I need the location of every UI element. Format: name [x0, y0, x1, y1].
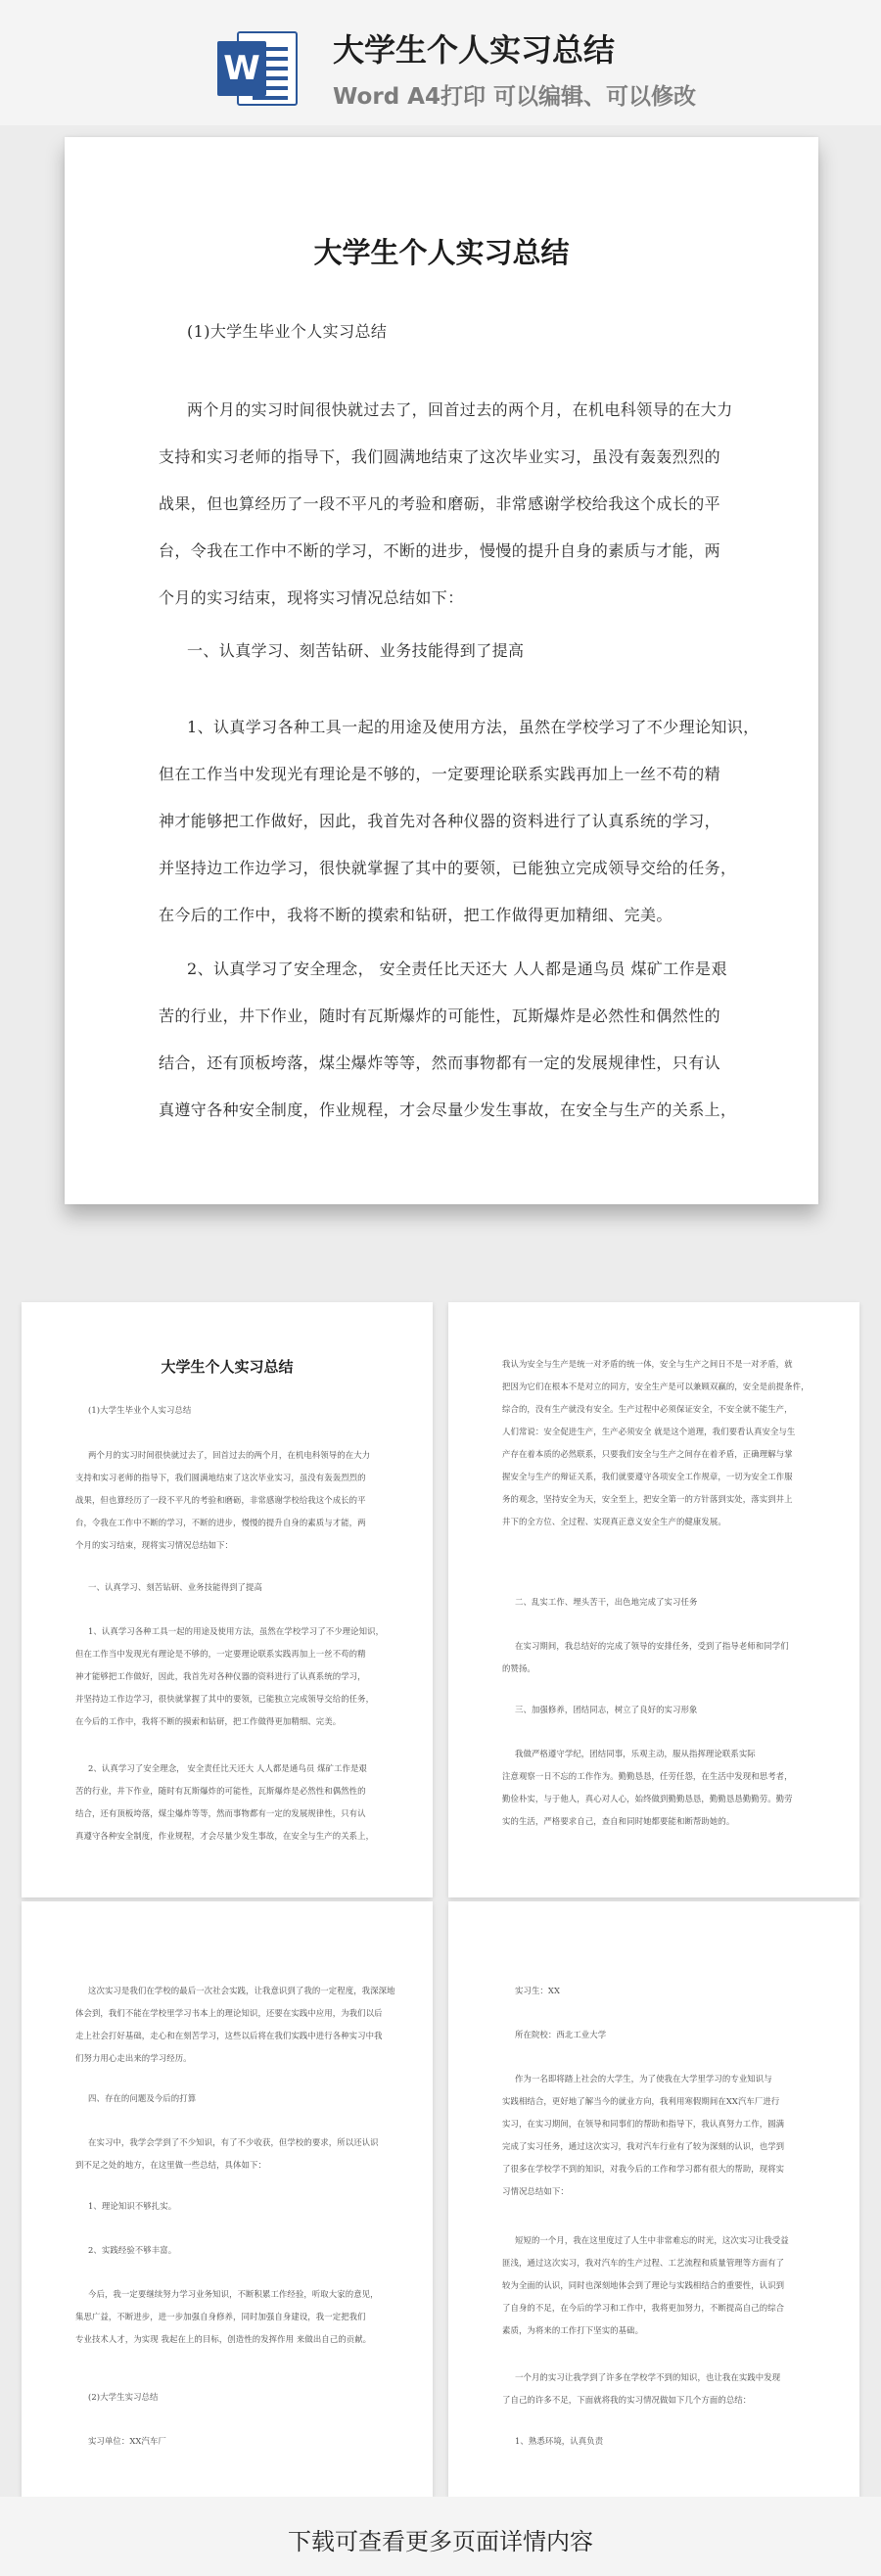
thumbnail-line: 了很多在学校学不到的知识，对我今后的工作和学习都有很大的帮助，现将实: [502, 2164, 785, 2174]
thumbnail-line: 战果，但也算经历了一段不平凡的考验和磨砺，非常感谢学校给我这个成长的平: [75, 1495, 366, 1505]
page-thumbnail-2: [448, 1302, 859, 1897]
thumbnail-line: 匪浅，通过这次实习，我对汽车的生产过程、工艺流程和质量管理等方面有了: [502, 2258, 785, 2268]
thumbnail-line: 今后，我一定要继续努力学习业务知识，不断积累工作经验，听取大家的意见，: [88, 2289, 379, 2299]
thumbnail-line: 习情况总结如下：: [502, 2186, 569, 2196]
thumbnail-line: 但在工作当中发现光有理论是不够的，一定要理论联系实践再加上一丝不苟的精: [75, 1649, 366, 1659]
download-more-link[interactable]: 下载可查看更多页面详情内容: [288, 2528, 593, 2555]
thumbnail-line: 我认为安全与生产是统一对矛盾的统一体，安全与生产之间日不是一对矛盾，就: [502, 1359, 793, 1369]
thumbnail-line: 注意观察一日不忘的工作作为。勤勤恳恳，任劳任怨，在生活中发现和思考者，: [502, 1771, 793, 1781]
thumbnail-line: 专业技术人才，为实现 我起在上的目标，创造性的发挥作用 来做出自己的贡献。: [75, 2334, 372, 2344]
thumbnail-line: 完成了实习任务，通过这次实习，我对汽车行业有了较为深刻的认识，也学到: [502, 2141, 785, 2151]
thumbnail-line: 了自己的许多不足，下面就将我的实习情况做如下几个方面的总结：: [502, 2395, 752, 2405]
paragraph-line: 2、认真学习了安全理念， 安全责任比天还大 人人都是通鸟员 煤矿工作是艰: [187, 960, 727, 978]
paragraph-line: 结合，还有顶板垮落，煤尘爆炸等等，然而事物都有一定的发展规律性，只有认: [159, 1054, 721, 1072]
paragraph-line: 1、认真学习各种工具一起的用途及使用方法，虽然在学校学习了不少理论知识，: [187, 718, 760, 736]
section-heading: 一、认真学习、刻苦钻研、业务技能得到了提高: [187, 641, 525, 660]
thumbnail-line: 1、理论知识不够扎实。: [88, 2201, 177, 2211]
thumbnail-line: 并坚持边工作边学习，很快就掌握了其中的要领，已能独立完成领导交给的任务，: [75, 1694, 375, 1704]
thumbnail-line: 四、存在的问题及今后的打算: [88, 2093, 197, 2103]
paragraph-line: 个月的实习结束，现将实习情况总结如下：: [159, 588, 464, 607]
thumbnail-line: 作为一名即将踏上社会的大学生，为了使我在大学里学习的专业知识与: [515, 2074, 772, 2084]
paragraph-line: 并坚持边工作边学习，很快就掌握了其中的要领，已能独立完成领导交给的任务，: [159, 859, 737, 877]
thumbnail-line: 1、认真学习各种工具一起的用途及使用方法，虽然在学校学习了不少理论知识，: [88, 1626, 385, 1636]
thumbnail-line: 苦的行业，井下作业，随时有瓦斯爆炸的可能性，瓦斯爆炸是必然性和偶然性的: [75, 1786, 366, 1796]
thumbnail-line: 人们常说：安全促进生产，生产必须安全 就是这个道理，我们要看认真安全与生: [502, 1427, 796, 1436]
thumbnail-line: 素质，为将来的工作打下坚实的基础。: [502, 2325, 644, 2335]
page-thumbnail-3: [22, 1901, 433, 2497]
thumbnail-line: 综合的，没有生产就没有安全。生产过程中必须保证安全，不安全就不能生产，: [502, 1404, 793, 1414]
thumbnail-line: 产存在着本质的必然联系，只要我们安全与生产之间存在着矛盾，正确理解与掌: [502, 1449, 793, 1459]
thumbnail-line: 真遵守各种安全制度，作业规程，才会尽量少发生事故，在安全与生产的关系上，: [75, 1831, 375, 1841]
header-subtitle: Word A4打印 可以编辑、可以修改: [333, 84, 696, 110]
paragraph-line: 神才能够把工作做好，因此，我首先对各种仪器的资料进行了认真系统的学习，: [159, 812, 721, 830]
thumbnail-line: 一个月的实习让我学到了许多在学校学不到的知识，也让我在实践中发现: [515, 2372, 781, 2382]
thumbnail-line: 在实习期间，我总结好的完成了领导的安排任务，受到了指导老师和同学们: [515, 1641, 789, 1651]
thumbnail-line: 实习生：XX: [515, 1986, 561, 1995]
thumbnail-line: 实践相结合，更好地了解当今的就业方向，我利用寒假期间在XX汽车厂进行: [502, 2096, 780, 2106]
paragraph-line: 战果，但也算经历了一段不平凡的考验和磨砺，非常感谢学校给我这个成长的平: [159, 494, 721, 513]
thumbnail-line: 务的观念，坚持安全为天，安全至上，把安全第一的方针落到实处，落实到井上: [502, 1494, 793, 1504]
word-document-icon: [217, 25, 301, 112]
thumbnail-line: 三、加强修养，团结同志，树立了良好的实习形象: [515, 1705, 698, 1714]
thumbnail-line: (1)大学生毕业个人实习总结: [88, 1405, 192, 1415]
thumbnail-line: 较为全面的认识，同时也深刻地体会到了理论与实践相结合的重要性，认识到: [502, 2280, 785, 2290]
thumbnail-line: 1、熟悉环境，认真负责: [515, 2436, 604, 2446]
page-thumbnail-4: [448, 1901, 859, 2497]
page-thumbnail-1: [22, 1302, 433, 1897]
thumbnail-line: 的赞扬。: [502, 1663, 535, 1673]
thumbnail-line: 这次实习是我们在学校的最后一次社会实践，让我意识到了我的一定程度，我深深地: [88, 1986, 395, 1995]
main-document-preview: [65, 137, 818, 1204]
thumbnail-line: 实习单位：XX汽车厂: [88, 2436, 166, 2446]
thumbnail-line: 我做严格遵守学纪，团结同事，乐观主动，服从指挥理论联系实际: [515, 1749, 756, 1758]
paragraph-line: 台，令我在工作中不断的学习，不断的进步，慢慢的提升自身的素质与才能，两: [159, 541, 721, 560]
thumbnail-line: 二、乱实工作、埋头苦干，出色地完成了实习任务: [515, 1597, 698, 1607]
thumbnail-line: 走上社会打好基础，走心和在刻苦学习，这些以后将在我们实践中进行各种实习中我: [75, 2031, 383, 2040]
header-title: 大学生个人实习总结: [333, 31, 616, 69]
thumbnail-title: 大学生个人实习总结: [161, 1358, 294, 1376]
thumbnail-line: 勤俭朴实，与于他人，真心对人心，始终做到勤勤恳恳，勤勤恳恳勤勤劳。勤劳: [502, 1794, 793, 1803]
thumbnail-line: 两个月的实习时间很快就过去了，回首过去的两个月，在机电科领导的在大力: [88, 1450, 371, 1460]
thumbnail-line: 集思广益，不断进步，进一步加强自身修养，同时加强自身建设，我一定把我们: [75, 2312, 366, 2321]
footer-banner: [0, 2497, 881, 2576]
thumbnail-line: 把因为它们在根本不是对立的同方，安全生产是可以兼顾双赢的，安全是前提条件，: [502, 1382, 810, 1391]
thumbnail-line: 到不足之处的地方，在这里做一些总结，具体如下：: [75, 2160, 266, 2170]
word-icon-letter: W: [217, 41, 266, 96]
paragraph-line: 两个月的实习时间很快就过去了，回首过去的两个月，在机电科领导的在大力: [187, 400, 733, 419]
thumbnail-line: 们努力用心走出来的学习经历。: [75, 2053, 192, 2063]
thumbnail-line: 2、认真学习了安全理念， 安全责任比天还大 人人都是通鸟员 煤矿工作是艰: [88, 1763, 367, 1773]
header-banner: [0, 0, 881, 125]
thumbnail-line: 实的生活，严格要求自己，查自和同时她都要能和断帮助她的。: [502, 1816, 735, 1826]
thumbnail-line: 所在院校：西北工业大学: [515, 2030, 607, 2039]
thumbnail-line: 握安全与生产的辩证关系，我们就要遵守各项安全工作规章，一切为安全工作服: [502, 1472, 793, 1481]
thumbnail-line: 一、认真学习、刻苦钻研、业务技能得到了提高: [88, 1582, 262, 1592]
thumbnail-line: 结合，还有顶板垮落，煤尘爆炸等等，然而事物都有一定的发展规律性，只有认: [75, 1808, 366, 1818]
thumbnail-line: 台，令我在工作中不断的学习，不断的进步，慢慢的提升自身的素质与才能，两: [75, 1518, 366, 1527]
paragraph-line: 真遵守各种安全制度，作业规程，才会尽量少发生事故，在安全与生产的关系上，: [159, 1101, 737, 1119]
thumbnail-line: 了自身的不足，在今后的学习和工作中，我将更加努力，不断提高自己的综合: [502, 2303, 785, 2313]
thumbnail-line: 2、实践经验不够丰富。: [88, 2245, 177, 2255]
thumbnail-line: 井下的全方位、全过程、实现真正意义安全生产的健康发展。: [502, 1517, 726, 1526]
document-title: 大学生个人实习总结: [313, 236, 570, 269]
paragraph-line: 在今后的工作中，我将不断的摸索和钻研，把工作做得更加精细、完美。: [159, 906, 672, 924]
thumbnail-line: 在实习中，我学会学到了不少知识，有了不少收获，但学校的要求，所以还认识: [88, 2137, 379, 2147]
thumbnail-line: 实习，在实习期间，在领导和同事们的帮助和指导下，我认真努力工作，圆满: [502, 2119, 785, 2129]
thumbnail-line: (2)大学生实习总结: [88, 2392, 159, 2402]
thumbnail-line: 个月的实习结束，现将实习情况总结如下：: [75, 1540, 234, 1550]
thumbnail-line: 体会到，我们不能在学校里学习书本上的理论知识，还要在实践中应用，为我们以后: [75, 2008, 383, 2018]
thumbnail-line: 支持和实习老师的指导下，我们圆满地结束了这次毕业实习，虽没有轰轰烈烈的: [75, 1473, 366, 1482]
paragraph-line: 苦的行业，井下作业，随时有瓦斯爆炸的可能性，瓦斯爆炸是必然性和偶然性的: [159, 1007, 721, 1025]
paragraph-line: 但在工作当中发现光有理论是不够的，一定要理论联系实践再加上一丝不苟的精: [159, 765, 721, 783]
thumbnail-line: 神才能够把工作做好，因此，我首先对各种仪器的资料进行了认真系统的学习，: [75, 1671, 366, 1681]
paragraph-line: 支持和实习老师的指导下，我们圆满地结束了这次毕业实习，虽没有轰轰烈烈的: [159, 447, 721, 466]
thumbnail-line: 在今后的工作中，我将不断的摸索和钻研，把工作做得更加精细、完美。: [75, 1716, 342, 1726]
thumbnail-line: 短短的一个月，我在这里度过了人生中非常难忘的时光，这次实习让我受益: [515, 2235, 789, 2245]
section-heading: (1)大学生毕业个人实习总结: [187, 322, 388, 341]
